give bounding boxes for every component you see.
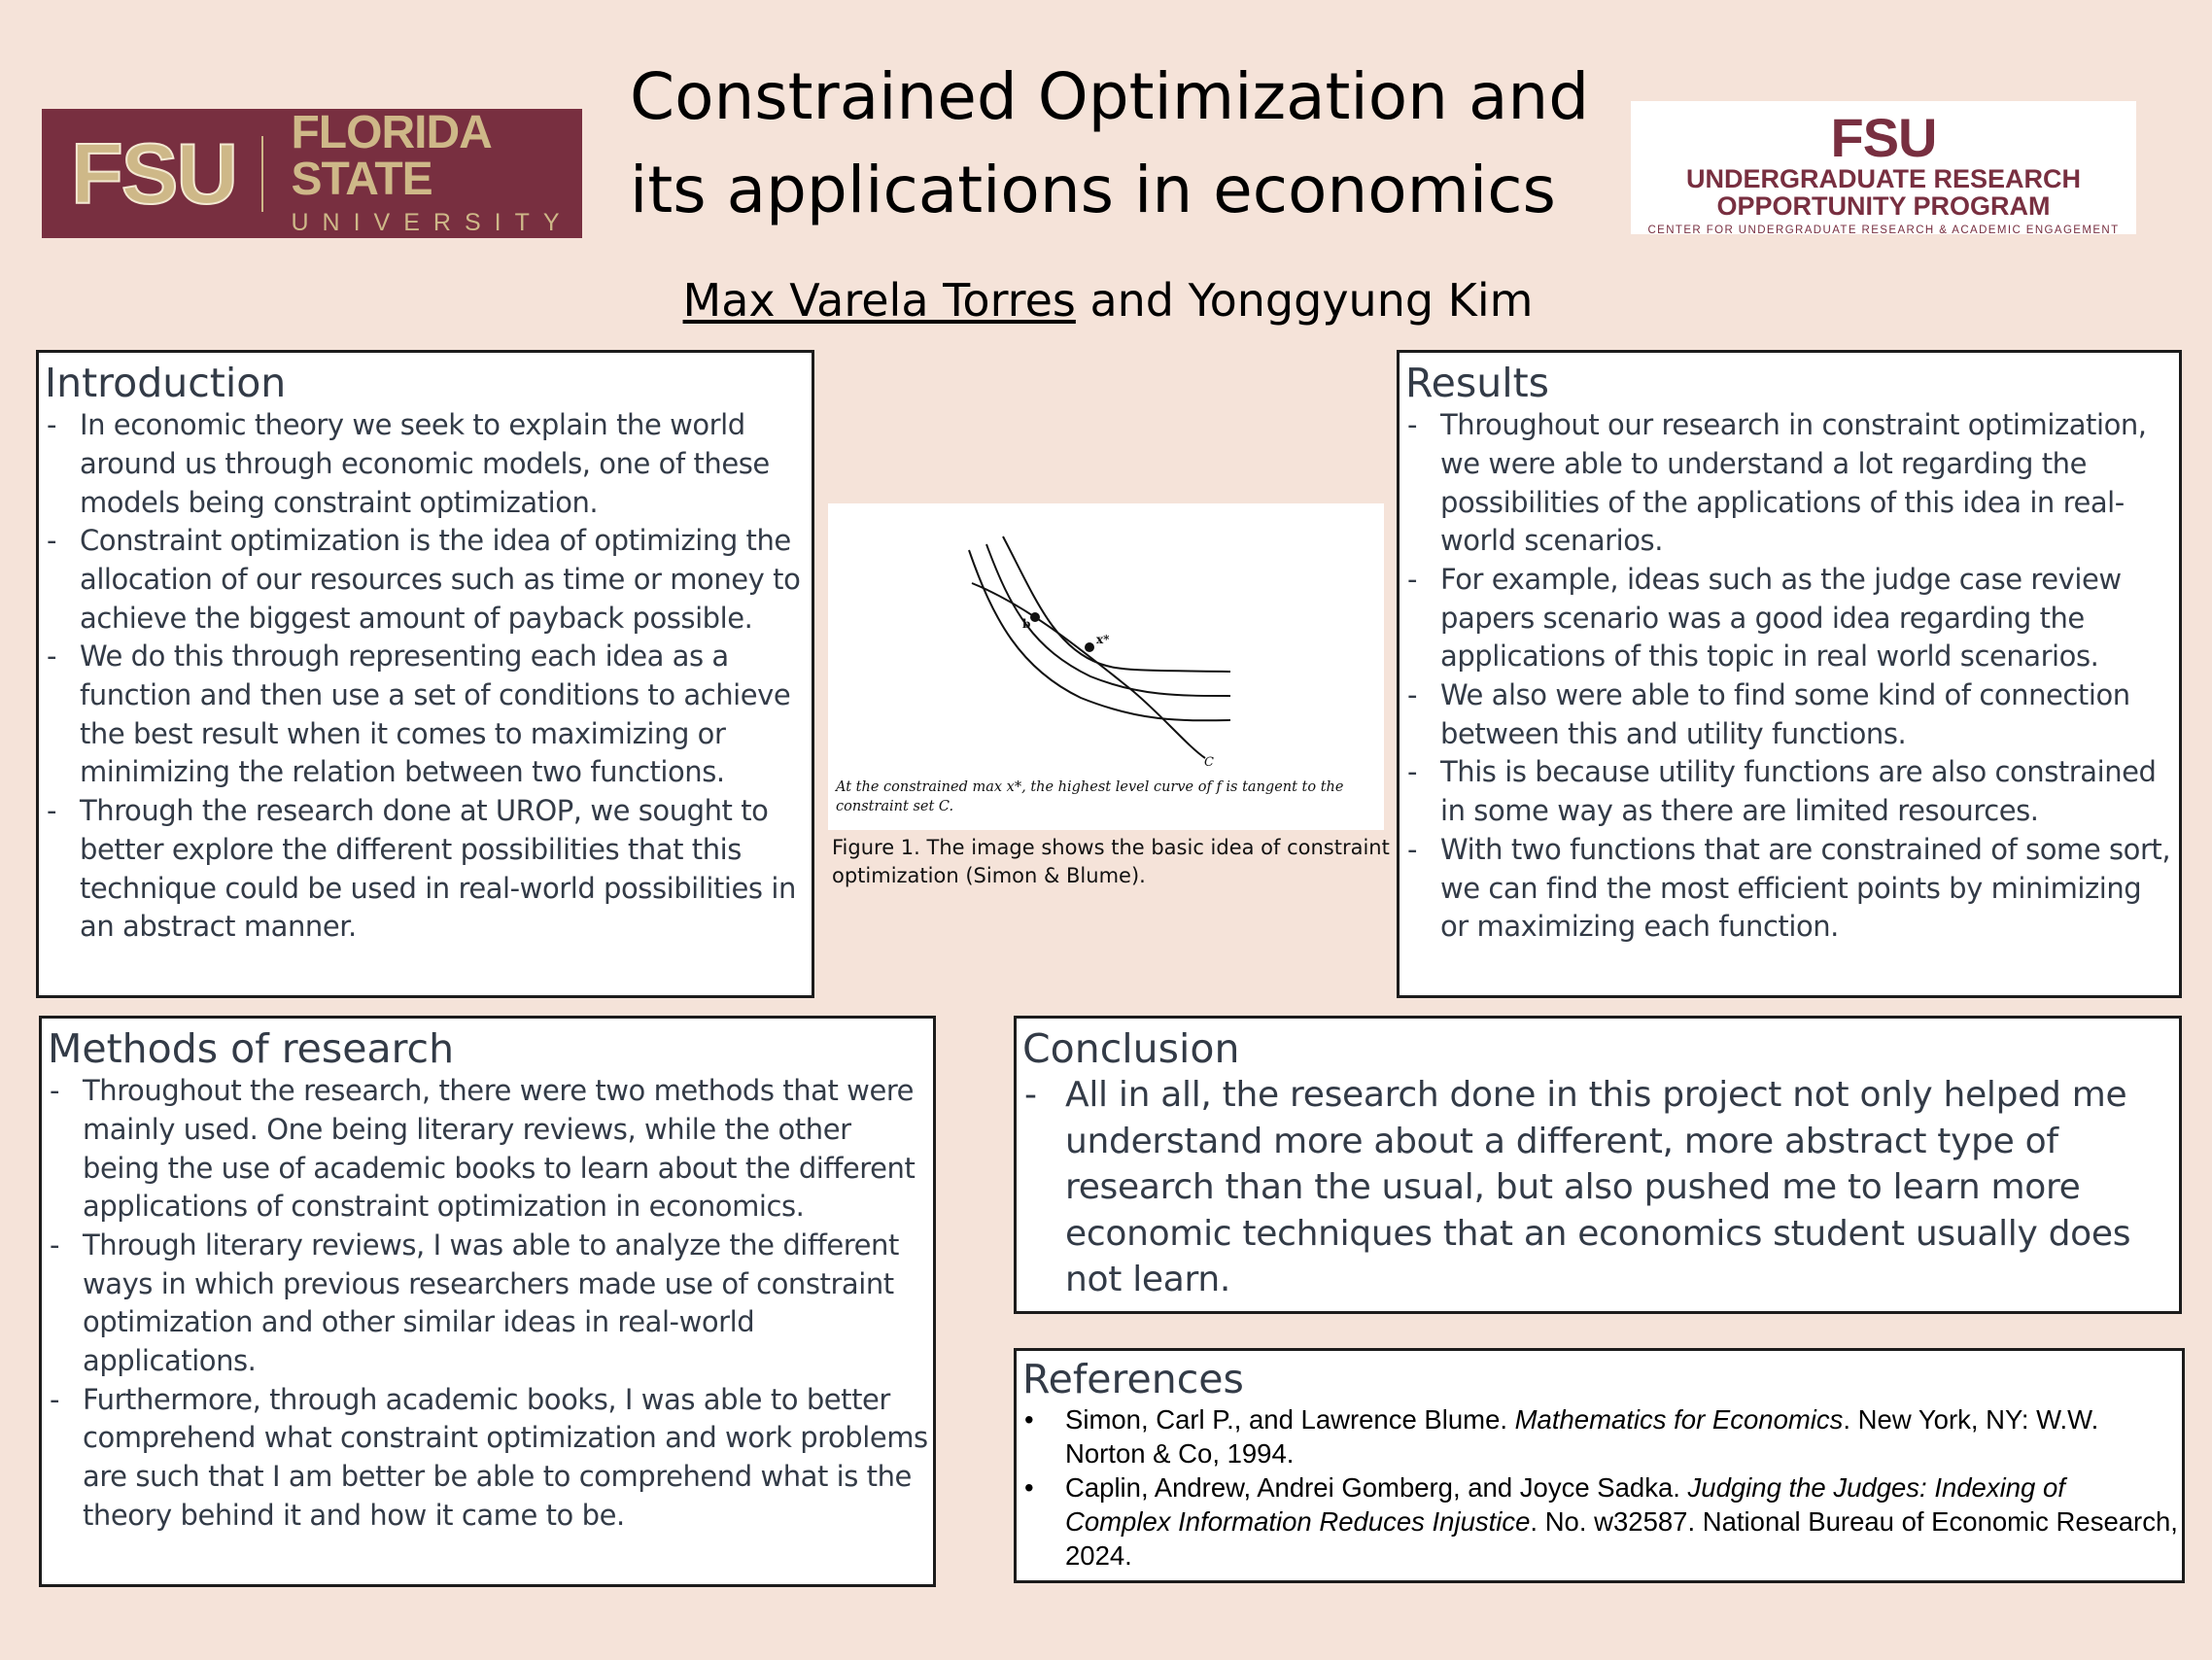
introduction-item: - We do this through representing each idea as a function and then use a set of conditions to achieve the best result when it comes to maximizing or minimizing the relation between two functions.	[45, 638, 808, 792]
reference-title: Judging the Judges: Indexing of Complex Information Reduces Injustice	[1065, 1472, 2065, 1538]
results-item: - This is because utility functions are also constrained in some way as there are limited resources.	[1405, 753, 2175, 830]
urop-logo-line3: CENTER FOR UNDERGRADUATE RESEARCH & ACADEMIC ENGAGEMENT	[1647, 224, 2120, 236]
point-x-star	[1085, 642, 1094, 652]
results-list	[1405, 406, 2175, 947]
level-curve-high	[1003, 536, 1230, 672]
urop-logo-line2: OPPORTUNITY PROGRAM	[1716, 191, 2051, 222]
reference-authors: Simon, Carl P., and Lawrence Blume.	[1065, 1404, 1515, 1435]
references-heading: References	[1022, 1356, 1244, 1402]
conclusion-heading: Conclusion	[1022, 1025, 1240, 1072]
results-item: - We also were able to find some kind of connection between this and utility functions.	[1405, 676, 2175, 753]
reference-item	[1022, 1470, 2178, 1573]
methods-heading: Methods of research	[48, 1025, 455, 1072]
results-heading: Results	[1405, 360, 1550, 406]
results-item: - For example, ideas such as the judge case review papers scenario was a good idea regarding the applications of this topic in real world scenarios.	[1405, 561, 2175, 676]
introduction-item: - In economic theory we seek to explain the world around us through economic models, one of these models being constraint optimization.	[45, 406, 808, 522]
results-section	[1397, 350, 2182, 998]
urop-logo-mark: FSU	[1830, 107, 1937, 168]
fsu-logo-line2: UNIVERSITY	[291, 209, 573, 236]
author-secondary: Yonggyung Kim	[1188, 274, 1534, 327]
methods-item: - Throughout the research, there were two methods that were mainly used. One being literary reviews, while the other being the use of academic books to learn about the different applications of constraint optimization in economics.	[48, 1072, 929, 1227]
references-section	[1014, 1348, 2185, 1583]
introduction-item: - Constraint optimization is the idea of optimizing the allocation of our resources such as time or money to achieve the biggest amount of payback possible.	[45, 522, 808, 638]
author-primary: Max Varela Torres	[682, 274, 1076, 327]
urop-logo	[1631, 101, 2136, 234]
reference-title: Mathematics for Economics	[1514, 1404, 1844, 1435]
label-x-star: x*	[1096, 633, 1110, 646]
references-list	[1022, 1402, 2178, 1573]
poster-title-line1: Constrained Optimization and	[630, 59, 1590, 134]
figure-caption: Figure 1. The image shows the basic idea of constraint optimization (Simon & Blume).	[832, 836, 1390, 887]
introduction-heading: Introduction	[45, 360, 287, 406]
figure-inner-caption: At the constrained max x*, the highest level curve of f is tangent to the constraint set C.	[836, 779, 1344, 814]
methods-item: - Furthermore, through academic books, I was able to better comprehend what constraint optimization and work problems are such that I am better be able to comprehend what is the theory behind it and how it came to be.	[48, 1381, 929, 1536]
results-item: - With two functions that are constrained of some sort, we can find the most efficient points by minimizing or maximizing each function.	[1405, 831, 2175, 947]
poster-title	[630, 51, 1621, 237]
conclusion-section	[1014, 1016, 2182, 1314]
methods-list	[48, 1072, 929, 1535]
introduction-section	[36, 350, 814, 998]
fsu-logo-divider	[261, 136, 263, 212]
fsu-logo	[42, 109, 582, 238]
results-item: - Throughout our research in constraint optimization, we were able to understand a lot regarding the possibilities of the applications of this idea in real-world scenarios.	[1405, 406, 2175, 561]
urop-logo-line1: UNDERGRADUATE RESEARCH	[1685, 164, 2081, 193]
point-b	[1030, 612, 1040, 622]
author-joiner: and	[1075, 274, 1189, 327]
reference-publication: . No. w32587. National Bureau of Economic Research, 2024.	[1065, 1506, 2178, 1572]
fsu-logo-line1: FLORIDA STATE	[291, 107, 491, 205]
label-b: b	[1022, 617, 1031, 631]
reference-item	[1022, 1402, 2178, 1470]
reference-publication: . New York, NY: W.W. Norton & Co, 1994.	[1065, 1404, 2099, 1470]
conclusion-list	[1022, 1072, 2175, 1303]
introduction-item: - Through the research done at UROP, we sought to better explore the different possibilities that this technique could be used in real-world possibilities in an abstract manner.	[45, 792, 808, 947]
authors	[544, 274, 1672, 327]
methods-item: - Through literary reviews, I was able to analyze the different ways in which previous researchers made use of constraint optimization and other similar ideas in real-world applications.	[48, 1227, 929, 1381]
reference-authors: Caplin, Andrew, Andrei Gomberg, and Joyce Sadka.	[1065, 1472, 1688, 1504]
methods-section	[39, 1016, 936, 1587]
fsu-logo-wordmark	[291, 107, 582, 237]
poster-title-line2: its applications in economics	[630, 153, 1556, 227]
introduction-list	[45, 406, 808, 947]
label-c: C	[1204, 755, 1214, 770]
conclusion-item: - All in all, the research done in this project not only helped me understand more about a different, more abstract type of research than the usual, but also pushed me to learn more economic techniques that an economics student usually does not learn.	[1022, 1072, 2175, 1303]
fsu-logo-mark: FSU	[71, 124, 236, 222]
